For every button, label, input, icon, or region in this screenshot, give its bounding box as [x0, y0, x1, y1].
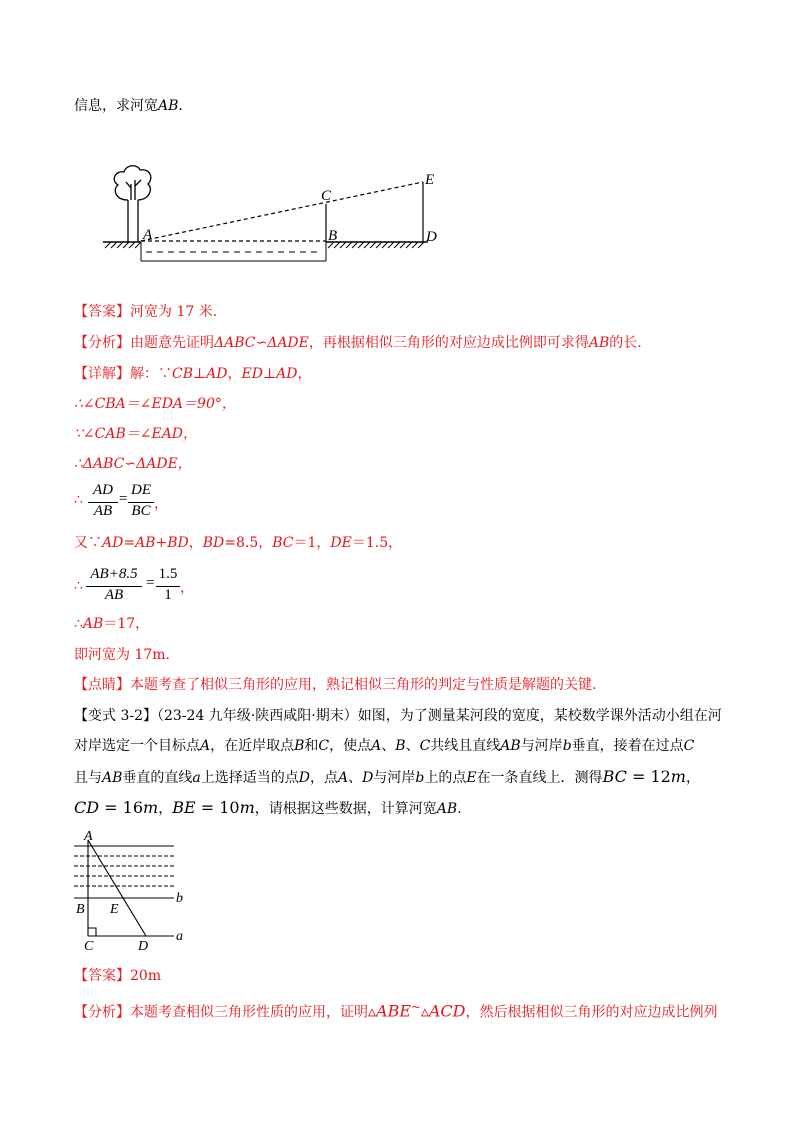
fraction-2-therefore: ∴	[74, 578, 83, 594]
ground-left	[103, 242, 141, 248]
fig2-label-B: B	[76, 902, 85, 917]
fraction-1-tail: ，	[154, 496, 168, 512]
fraction-1-therefore: ∴	[74, 492, 83, 508]
fig2-label-A: A	[84, 829, 93, 844]
label-E: E	[425, 172, 435, 188]
fraction-2-equals: =	[146, 575, 155, 591]
step-5: ∴AB＝17，	[74, 616, 150, 632]
river-width-figure-1	[98, 160, 448, 270]
ground-right	[326, 242, 428, 248]
point-1: 【点睛】本题考查了相似三角形的应用，熟记相似三角形的判定与性质是解题的关键.	[74, 677, 597, 693]
triangle-lines	[141, 182, 423, 242]
fig2-label-b: b	[176, 891, 183, 906]
label-A: A	[143, 227, 153, 243]
fraction-1-left: AD AB	[88, 482, 118, 522]
variant-line-1: 【变式 3-2】（23-24 九年级·陕西咸阳·期末）如图，为了测量某河段的宽度，某校数学课外活动小组在河	[74, 708, 722, 724]
analysis-2: 【分析】本题考查相似三角形性质的应用，证明▵ABE~▵ACD，然后根据相似三角形的对应边成比例列	[74, 1000, 718, 1021]
fraction-2-right: 1.5 1	[156, 566, 180, 606]
detail-1: 【详解】解：∵CB⊥AD，ED⊥AD，	[74, 366, 312, 382]
fraction-2-tail: ，	[180, 580, 194, 596]
variant-line-4: CD = 16m，BE = 10m，请根据这些数据，计算河宽AB.	[74, 798, 462, 817]
label-B: B	[328, 228, 338, 244]
river-width-figure-2	[70, 826, 200, 956]
step-2: ∵∠CAB＝∠EAD，	[74, 426, 198, 442]
variant-line-3: 且与AB垂直的直线a上选择适当的点D，点A、D与河岸b上的点E在一条直线上．测得BC = 12m，	[74, 767, 700, 786]
step-1: ∴∠CBA＝∠EDA＝90°，	[74, 396, 236, 412]
variant-line-2: 对岸选定一个目标点A，在近岸取点B和C，使点A、B、C共线且直线AB与河岸b垂直，接着在过点C	[74, 738, 695, 754]
fig2-label-a: a	[176, 929, 183, 944]
fraction-2-left: AB+8.5 AB	[86, 566, 142, 606]
fig2-label-C: C	[84, 939, 94, 954]
analysis-1: 【分析】由题意先证明ΔABC∽ΔADE，再根据相似三角形的对应边成比例即可求得AB的长.	[74, 335, 642, 351]
step-6: 即河宽为 17m.	[74, 647, 170, 663]
fraction-1-right: DE BC	[128, 482, 154, 522]
answer-2: 【答案】20m	[74, 968, 162, 984]
answer-1: 【答案】河宽为 17 米.	[74, 304, 218, 320]
fraction-1-equals: =	[119, 491, 128, 507]
label-C: C	[321, 188, 332, 204]
label-D: D	[426, 229, 437, 245]
fig2-label-D: D	[138, 939, 149, 954]
fig2-label-E: E	[110, 902, 119, 917]
step-4: 又∵AD=AB+BD，BD=8.5，BC＝1，DE＝1.5，	[74, 535, 403, 551]
intro-line: 信息，求河宽AB.	[74, 98, 183, 114]
step-3: ∴ΔABC∽ΔADE，	[74, 456, 192, 472]
river	[141, 242, 326, 261]
